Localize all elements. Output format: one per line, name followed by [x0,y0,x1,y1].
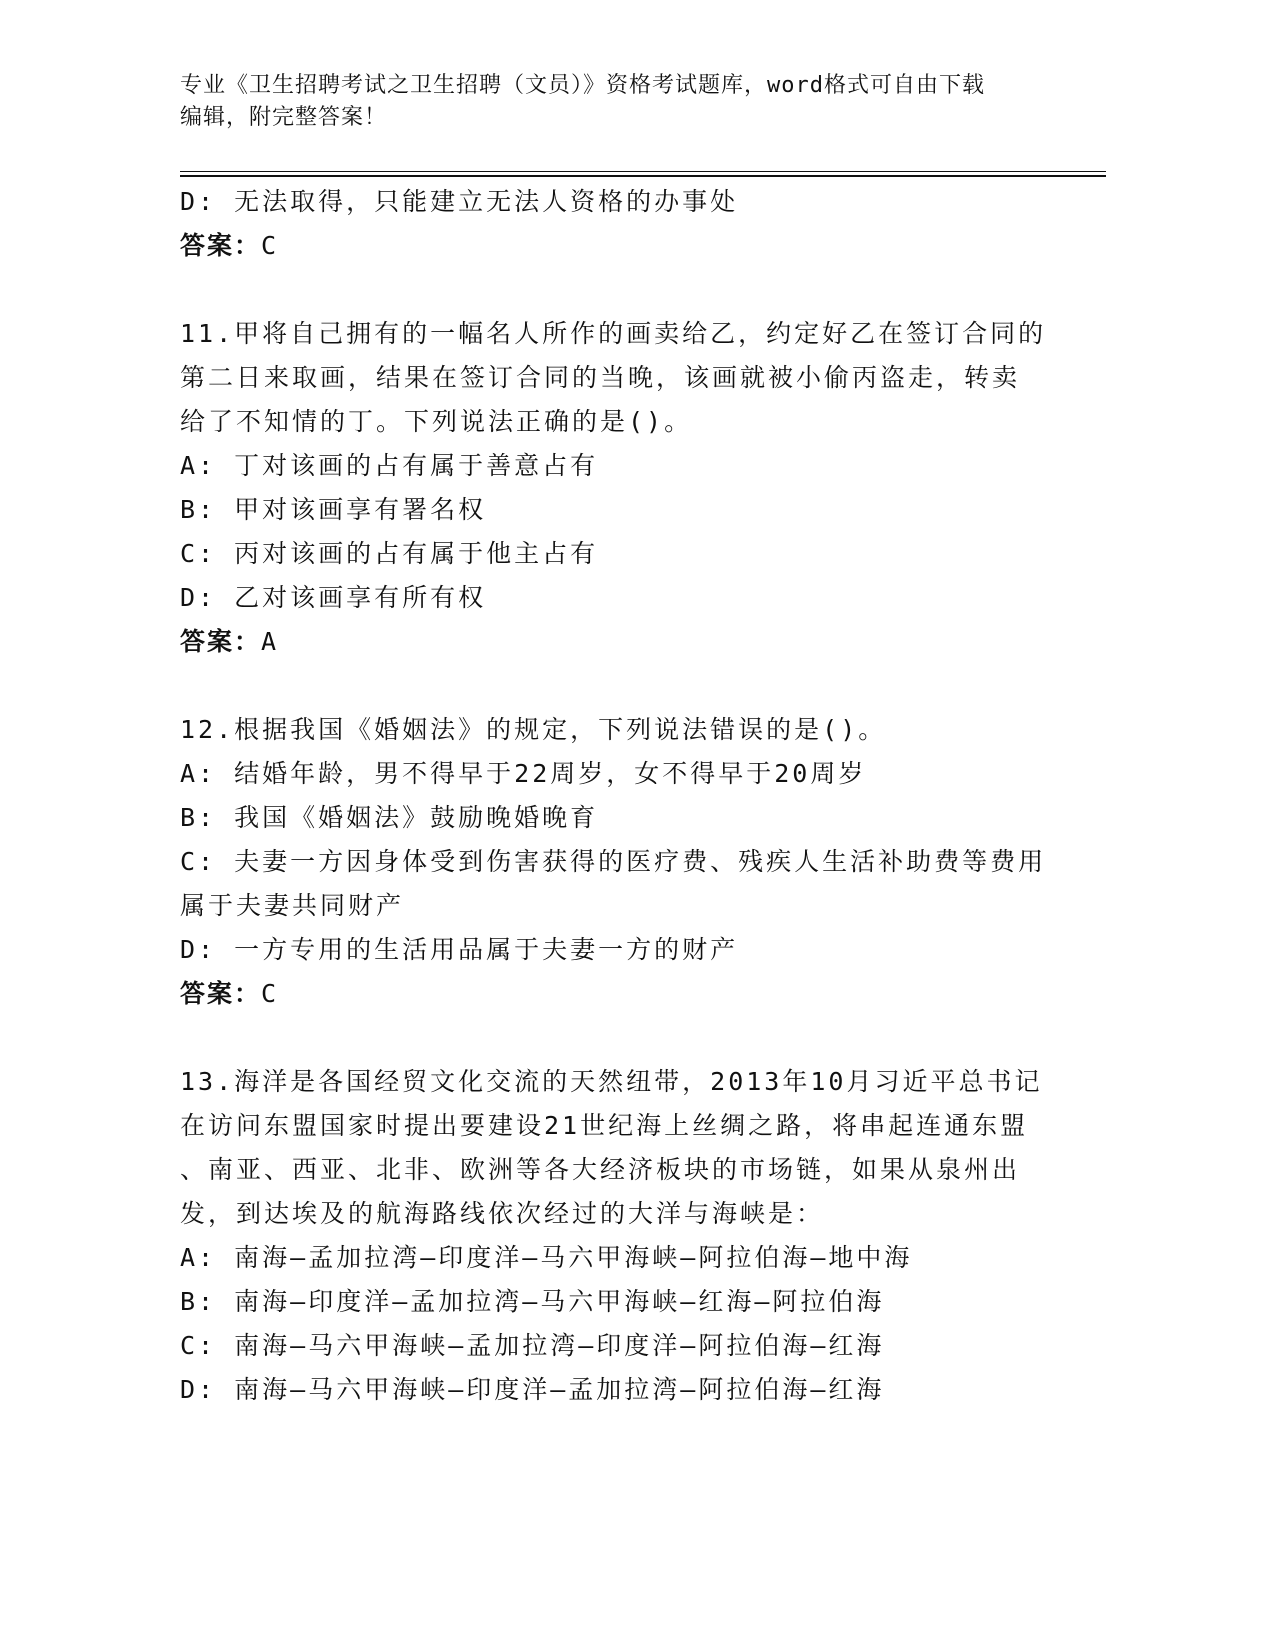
answer-line [180,620,1060,664]
stem-line: 11.甲将自己拥有的一幅名人所作的画卖给乙，约定好乙在签订合同的 [180,319,1047,348]
answer-line [180,224,1060,268]
option-a: A: 南海—孟加拉湾—印度洋—马六甲海峡—阿拉伯海—地中海 [180,1243,913,1272]
spacer [180,268,1060,312]
stem-line: 、南亚、西亚、北非、欧洲等各大经济板块的市场链，如果从泉州出 [180,1155,1021,1184]
document-body [180,180,1060,1412]
header-divider-thick [180,175,1106,177]
answer-label: 答案： [180,979,262,1008]
header-divider-thin [180,171,1106,172]
header-line-2: 编辑，附完整答案！ [180,105,388,130]
option-c-continued: 属于夫妻共同财产 [180,891,405,920]
question-12 [180,708,1060,1016]
option-b: B: 我国《婚姻法》鼓励晚婚晚育 [180,803,599,832]
option-d: D: 南海—马六甲海峡—印度洋—孟加拉湾—阿拉伯海—红海 [180,1375,885,1404]
option-d: D: 一方专用的生活用品属于夫妻一方的财产 [180,935,739,964]
option-d: D: 乙对该画享有所有权 [180,583,487,612]
question-11 [180,312,1060,664]
option-d: D: 无法取得，只能建立无法人资格的办事处 [180,187,739,216]
question-13 [180,1060,1060,1412]
stem-line: 给了不知情的丁。下列说法正确的是()。 [180,407,693,436]
question-10-tail [180,180,1060,268]
stem-line: 在访问东盟国家时提出要建设21世纪海上丝绸之路，将串起连通东盟 [180,1111,1029,1140]
answer-value: C [261,979,279,1008]
question-stem [180,708,1060,752]
answer-value: A [261,627,279,656]
header-line-1: 专业《卫生招聘考试之卫生招聘（文员）》资格考试题库，word格式可自由下载 [180,73,985,98]
option-a: A: 结婚年龄，男不得早于22周岁，女不得早于20周岁 [180,759,867,788]
option-c: C: 南海—马六甲海峡—孟加拉湾—印度洋—阿拉伯海—红海 [180,1331,885,1360]
answer-label: 答案： [180,627,262,656]
document-header [180,70,1050,134]
answer-line [180,972,1060,1016]
answer-label: 答案： [180,231,262,260]
option-a: A: 丁对该画的占有属于善意占有 [180,451,599,480]
stem-line: 发，到达埃及的航海路线依次经过的大洋与海峡是： [180,1199,825,1228]
stem-line: 13.海洋是各国经贸文化交流的天然纽带，2013年10月习近平总书记 [180,1067,1043,1096]
option-b: B: 甲对该画享有署名权 [180,495,487,524]
answer-value: C [261,231,279,260]
question-stem [180,1060,1060,1236]
spacer [180,1016,1060,1060]
stem-line: 第二日来取画，结果在签订合同的当晚，该画就被小偷丙盗走，转卖 [180,363,1021,392]
spacer [180,664,1060,708]
option-b: B: 南海—印度洋—孟加拉湾—马六甲海峡—红海—阿拉伯海 [180,1287,885,1316]
question-stem [180,312,1060,444]
stem-line: 12.根据我国《婚姻法》的规定，下列说法错误的是()。 [180,715,887,744]
option-c: C: 丙对该画的占有属于他主占有 [180,539,599,568]
option-c: C: 夫妻一方因身体受到伤害获得的医疗费、残疾人生活补助费等费用 [180,847,1047,876]
